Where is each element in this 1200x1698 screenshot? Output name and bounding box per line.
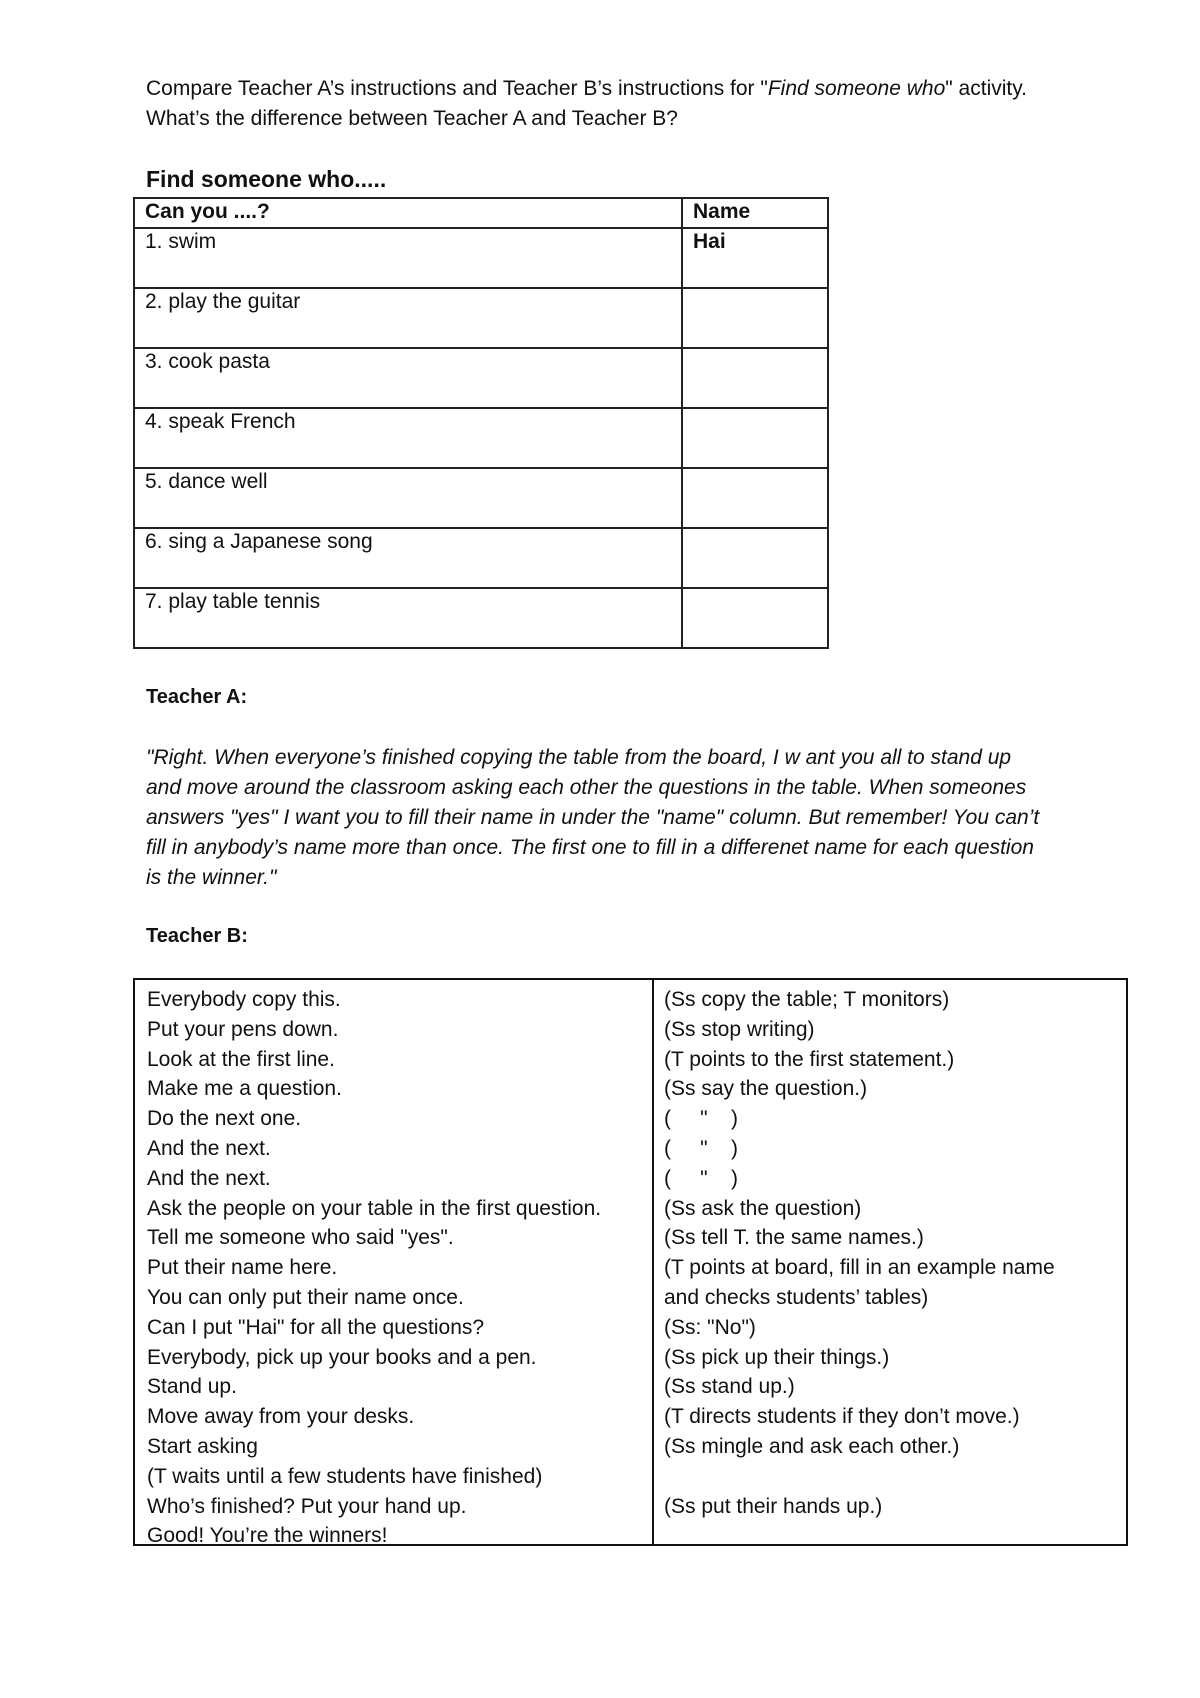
- teacher-b-instruction-line: Look at the first line.: [147, 1047, 335, 1071]
- teacher-b-instruction-line: Ask the people on your table in the first question.: [147, 1196, 602, 1220]
- table-row: [134, 408, 828, 468]
- teacher-b-instruction-line: Move away from your desks.: [147, 1405, 415, 1429]
- teacher-b-response-line: (Ss pick up their things.): [664, 1345, 890, 1369]
- row-name-cell: [682, 588, 828, 648]
- row-item: 3. cook pasta: [134, 348, 682, 408]
- teacher-b-response-line: (Ss: "No"): [664, 1315, 756, 1339]
- teacher-b-response-line: (Ss mingle and ask each other.): [664, 1434, 960, 1458]
- teacher-b-response-line: (Ss stand up.): [664, 1375, 795, 1399]
- row-name-cell: [682, 408, 828, 468]
- teacher-b-response-line: (Ss ask the question): [664, 1196, 862, 1220]
- teacher-b-response-line: (Ss stop writing): [664, 1017, 815, 1041]
- teacher-b-response-line: ( " ): [664, 1107, 738, 1131]
- header-can-you: Can you ....?: [134, 198, 682, 228]
- teacher-b-response-line: (Ss put their hands up.): [664, 1494, 883, 1518]
- teacher-b-response-line: (T points to the first statement.): [664, 1047, 955, 1071]
- teacher-b-response-line: (Ss say the question.): [664, 1077, 868, 1101]
- intro-before: Compare Teacher A’s instructions and Teacher B’s instructions for ": [146, 77, 768, 100]
- teacher-b-instruction-line: And the next.: [147, 1136, 271, 1160]
- teacher-b-instruction-line: Can I put "Hai" for all the questions?: [147, 1315, 485, 1339]
- teacher-b-instruction-line: And the next.: [147, 1166, 271, 1190]
- header-name: Name: [682, 198, 828, 228]
- row-item: 1. swim: [134, 228, 682, 288]
- row-item: 2. play the guitar: [134, 288, 682, 348]
- row-name-cell: [682, 528, 828, 588]
- table-row: [134, 588, 828, 648]
- row-item: 7. play table tennis: [134, 588, 682, 648]
- teacher-b-instruction-line: Who’s finished? Put your hand up.: [147, 1494, 467, 1518]
- teacher-b-response-line: (Ss copy the table; T monitors): [664, 988, 950, 1011]
- teacher-b-instruction-line: Do the next one.: [147, 1107, 302, 1131]
- row-name-cell: Hai: [682, 228, 828, 288]
- teacher-b-instruction-line: Everybody copy this.: [147, 988, 341, 1011]
- row-item: 5. dance well: [134, 468, 682, 528]
- teacher-b-response-line: (T points at board, fill in an example name: [664, 1256, 1055, 1280]
- teacher-b-response-line: ( " ): [664, 1136, 738, 1160]
- teacher-b-instruction-line: Stand up.: [147, 1375, 237, 1399]
- row-item: 4. speak French: [134, 408, 682, 468]
- teacher-b-heading: Teacher B:: [146, 925, 248, 947]
- teacher-b-instruction-line: (T waits until a few students have finished): [147, 1464, 543, 1488]
- row-name-cell: [682, 288, 828, 348]
- row-name-cell: [682, 348, 828, 408]
- intro-activity-name: Find someone who: [767, 77, 946, 100]
- teacher-b-response-line: ( " ): [664, 1166, 738, 1190]
- table-row: [134, 228, 828, 288]
- table-row: [134, 288, 828, 348]
- teacher-b-instruction-line: Good! You’re the winners!: [147, 1524, 388, 1548]
- teacher-b-response-line: and checks students’ tables): [664, 1285, 929, 1309]
- find-someone-title: Find someone who.....: [146, 166, 387, 192]
- table-row: [134, 348, 828, 408]
- intro-after: " activity. What’s the difference between Teacher A and Teacher B?: [146, 77, 1028, 130]
- table-header-row: [134, 198, 828, 228]
- teacher-b-table: [133, 978, 1128, 1546]
- find-someone-table: [133, 197, 829, 649]
- teacher-b-response-line: [664, 1462, 1116, 1492]
- row-item: 6. sing a Japanese song: [134, 528, 682, 588]
- teacher-a-heading: Teacher A:: [146, 686, 248, 708]
- teacher-b-instruction-line: Everybody, pick up your books and a pen.: [147, 1345, 537, 1369]
- teacher-b-responses-column: [654, 980, 1126, 1544]
- teacher-b-instruction-line: Put your pens down.: [147, 1017, 339, 1041]
- intro-question: [146, 74, 1046, 134]
- teacher-b-instruction-line: Tell me someone who said "yes".: [147, 1226, 454, 1250]
- teacher-b-instructions-column: [135, 980, 654, 1548]
- teacher-b-instruction-line: Put their name here.: [147, 1256, 338, 1280]
- table-row: [134, 528, 828, 588]
- row-name-cell: [682, 468, 828, 528]
- teacher-b-instruction-line: Start asking: [147, 1434, 258, 1458]
- teacher-b-instruction-line: Make me a question.: [147, 1077, 342, 1101]
- table-row: [134, 468, 828, 528]
- teacher-a-quote: "Right. When everyone’s finished copying the table from the board, I w ant you all to stand up and move around the classroom asking each other the questions in the table. When someones answers "yes" I want you to fill their name in under the "name" column. But remember! You can’t fill in anybody’s name more than once. The first one to fill in a differenet name for each question is the winner.": [146, 746, 1040, 889]
- teacher-b-response-line: (T directs students if they don’t move.): [664, 1405, 1020, 1429]
- teacher-b-instruction-line: You can only put their name once.: [147, 1285, 464, 1309]
- teacher-b-response-line: (Ss tell T. the same names.): [664, 1226, 924, 1250]
